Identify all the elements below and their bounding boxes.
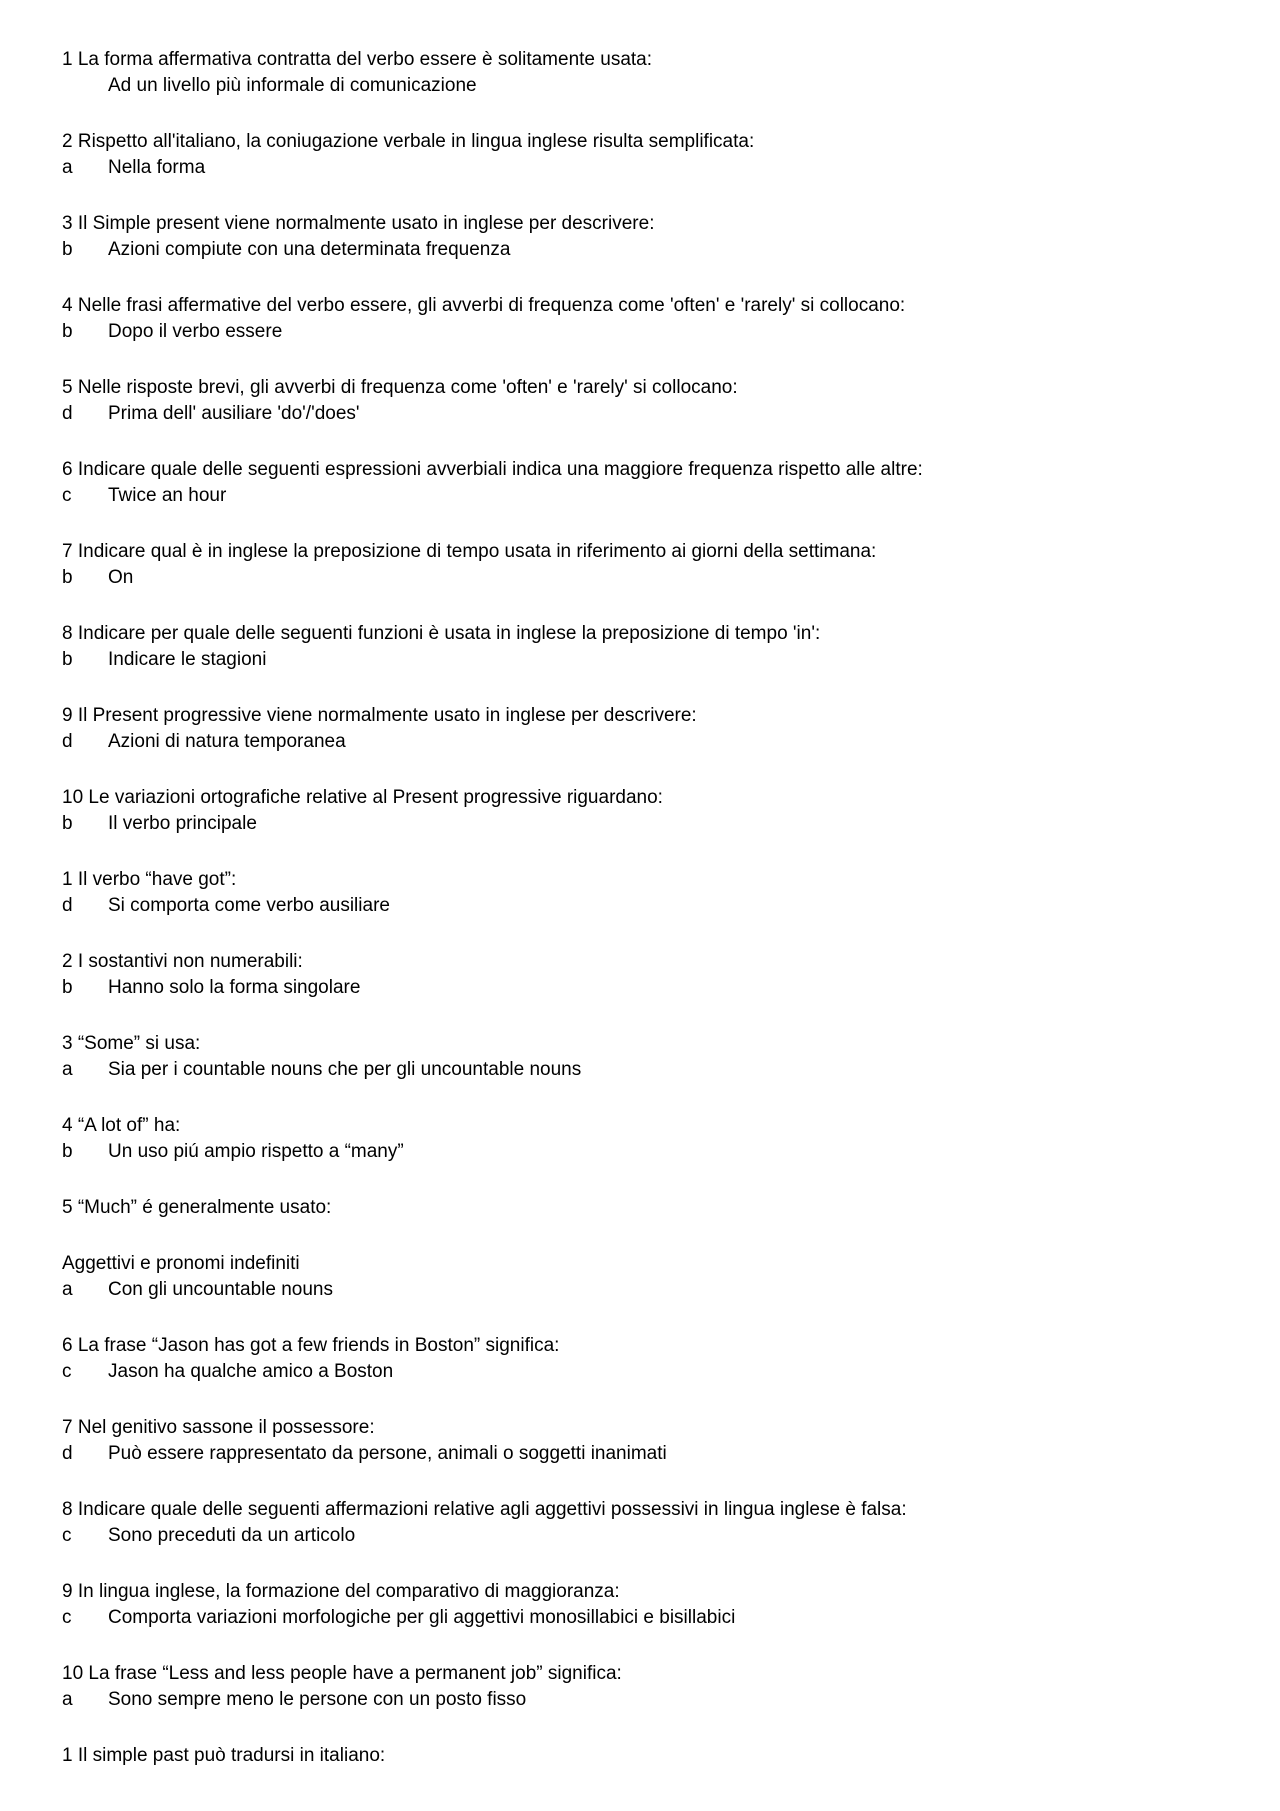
question-block-14 <box>62 1113 1222 1165</box>
question-block-15 <box>62 1195 1222 1221</box>
answer-letter: b <box>62 321 73 342</box>
answer-letter: b <box>62 239 73 260</box>
question-block-21 <box>62 1743 1222 1769</box>
answer-letter: d <box>62 1443 73 1464</box>
answer-letter: a <box>62 1279 73 1300</box>
answer-text: Jason ha qualche amico a Boston <box>108 1361 394 1382</box>
answer-text: Il verbo principale <box>108 813 257 834</box>
document-page <box>62 47 1222 1769</box>
answer-line <box>62 401 1222 427</box>
question-block-12 <box>62 949 1222 1001</box>
answer-line <box>62 975 1222 1001</box>
question-text: 7 Indicare qual è in inglese la preposizione di tempo usata in riferimento ai giorni della settimana: <box>62 541 877 562</box>
answer-text: Si comporta come verbo ausiliare <box>108 895 390 916</box>
answer-letter: c <box>62 485 72 506</box>
answer-line <box>62 1139 1222 1165</box>
answer-text: Sono preceduti da un articolo <box>108 1525 356 1546</box>
answer-text: Nella forma <box>108 157 206 178</box>
question-block-1 <box>62 47 1222 99</box>
question-block-7 <box>62 539 1222 591</box>
question-text: 3 “Some” si usa: <box>62 1033 201 1054</box>
question-block-20 <box>62 1661 1222 1713</box>
question-block-9 <box>62 703 1222 755</box>
question-text: 9 Il Present progressive viene normalmente usato in inglese per descrivere: <box>62 705 697 726</box>
answer-line <box>62 1057 1222 1083</box>
answer-letter: d <box>62 403 73 424</box>
answer-line <box>62 73 1222 99</box>
answer-text: Può essere rappresentato da persone, animali o soggetti inanimati <box>108 1443 667 1464</box>
answer-line <box>62 1277 1222 1303</box>
answer-line <box>62 155 1222 181</box>
question-block-10 <box>62 785 1222 837</box>
answer-line <box>62 893 1222 919</box>
answer-letter: b <box>62 649 73 670</box>
question-text: 1 La forma affermativa contratta del verbo essere è solitamente usata: <box>62 49 653 70</box>
question-text: 9 In lingua inglese, la formazione del comparativo di maggioranza: <box>62 1581 620 1602</box>
answer-text: Con gli uncountable nouns <box>108 1279 334 1300</box>
answer-line <box>62 729 1222 755</box>
question-text: 6 La frase “Jason has got a few friends in Boston” significa: <box>62 1335 560 1356</box>
answer-line <box>62 1605 1222 1631</box>
answer-letter: b <box>62 567 73 588</box>
question-text: 5 Nelle risposte brevi, gli avverbi di frequenza come 'often' e 'rarely' si collocano: <box>62 377 738 398</box>
question-block-3 <box>62 211 1222 263</box>
answer-text: Sono sempre meno le persone con un posto fisso <box>108 1689 527 1710</box>
answer-letter: b <box>62 977 73 998</box>
answer-text: Hanno solo la forma singolare <box>108 977 361 998</box>
question-text: 10 Le variazioni ortografiche relative al Present progressive riguardano: <box>62 787 663 808</box>
question-text: 1 Il simple past può tradursi in italiano: <box>62 1745 386 1766</box>
answer-letter: c <box>62 1607 72 1628</box>
answer-text: Ad un livello più informale di comunicazione <box>108 75 477 96</box>
question-block-11 <box>62 867 1222 919</box>
answer-text: Azioni compiute con una determinata frequenza <box>108 239 511 260</box>
answer-line <box>62 483 1222 509</box>
question-text: 1 Il verbo “have got”: <box>62 869 237 890</box>
answer-text: Sia per i countable nouns che per gli uncountable nouns <box>108 1059 582 1080</box>
question-text: 8 Indicare quale delle seguenti affermazioni relative agli aggettivi possessivi in lingua inglese è falsa: <box>62 1499 907 1520</box>
question-text: 5 “Much” é generalmente usato: <box>62 1197 332 1218</box>
question-text: 3 Il Simple present viene normalmente usato in inglese per descrivere: <box>62 213 655 234</box>
answer-text: Comporta variazioni morfologiche per gli aggettivi monosillabici e bisillabici <box>108 1607 736 1628</box>
question-block-8 <box>62 621 1222 673</box>
answer-text: Azioni di natura temporanea <box>108 731 346 752</box>
answer-letter: d <box>62 731 73 752</box>
question-block-17 <box>62 1415 1222 1467</box>
question-text: 4 “A lot of” ha: <box>62 1115 181 1136</box>
question-block-6 <box>62 457 1222 509</box>
answer-letter: c <box>62 1525 72 1546</box>
answer-letter: b <box>62 813 73 834</box>
answer-letter: d <box>62 895 73 916</box>
answer-letter: a <box>62 1059 73 1080</box>
question-block-18 <box>62 1497 1222 1549</box>
answer-letter: b <box>62 1141 73 1162</box>
question-text: 7 Nel genitivo sassone il possessore: <box>62 1417 375 1438</box>
answer-line <box>62 237 1222 263</box>
answer-text: Indicare le stagioni <box>108 649 267 670</box>
question-block-2 <box>62 129 1222 181</box>
question-text: 2 Rispetto all'italiano, la coniugazione verbale in lingua inglese risulta semplificata: <box>62 131 755 152</box>
answer-text: Prima dell' ausiliare 'do'/'does' <box>108 403 360 424</box>
answer-line <box>62 1523 1222 1549</box>
answer-line <box>62 319 1222 345</box>
answer-line <box>62 565 1222 591</box>
answer-letter: a <box>62 157 73 178</box>
answer-letter: a <box>62 1689 73 1710</box>
question-block-13 <box>62 1031 1222 1083</box>
question-text: 10 La frase “Less and less people have a permanent job” significa: <box>62 1663 622 1684</box>
answer-line <box>62 1441 1222 1467</box>
answer-line <box>62 647 1222 673</box>
answer-text: On <box>108 567 134 588</box>
answer-line <box>62 1687 1222 1713</box>
question-block-19 <box>62 1579 1222 1631</box>
question-text: 2 I sostantivi non numerabili: <box>62 951 303 972</box>
answer-text: Dopo il verbo essere <box>108 321 283 342</box>
question-text: 6 Indicare quale delle seguenti espressioni avverbiali indica una maggiore frequenza rispetto alle altre: <box>62 459 923 480</box>
answer-text: Twice an hour <box>108 485 227 506</box>
question-text: 4 Nelle frasi affermative del verbo essere, gli avverbi di frequenza come 'often' e 'rarely' si collocano: <box>62 295 906 316</box>
answer-line <box>62 811 1222 837</box>
answer-letter: c <box>62 1361 72 1382</box>
question-block-4 <box>62 293 1222 345</box>
section-label: Aggettivi e pronomi indefiniti <box>62 1253 300 1274</box>
answer-text: Un uso piú ampio rispetto a “many” <box>108 1141 404 1162</box>
question-block-5 <box>62 375 1222 427</box>
answer-line <box>62 1359 1222 1385</box>
section-block <box>62 1251 1222 1303</box>
question-block-16 <box>62 1333 1222 1385</box>
question-text: 8 Indicare per quale delle seguenti funzioni è usata in inglese la preposizione di tempo 'in': <box>62 623 821 644</box>
